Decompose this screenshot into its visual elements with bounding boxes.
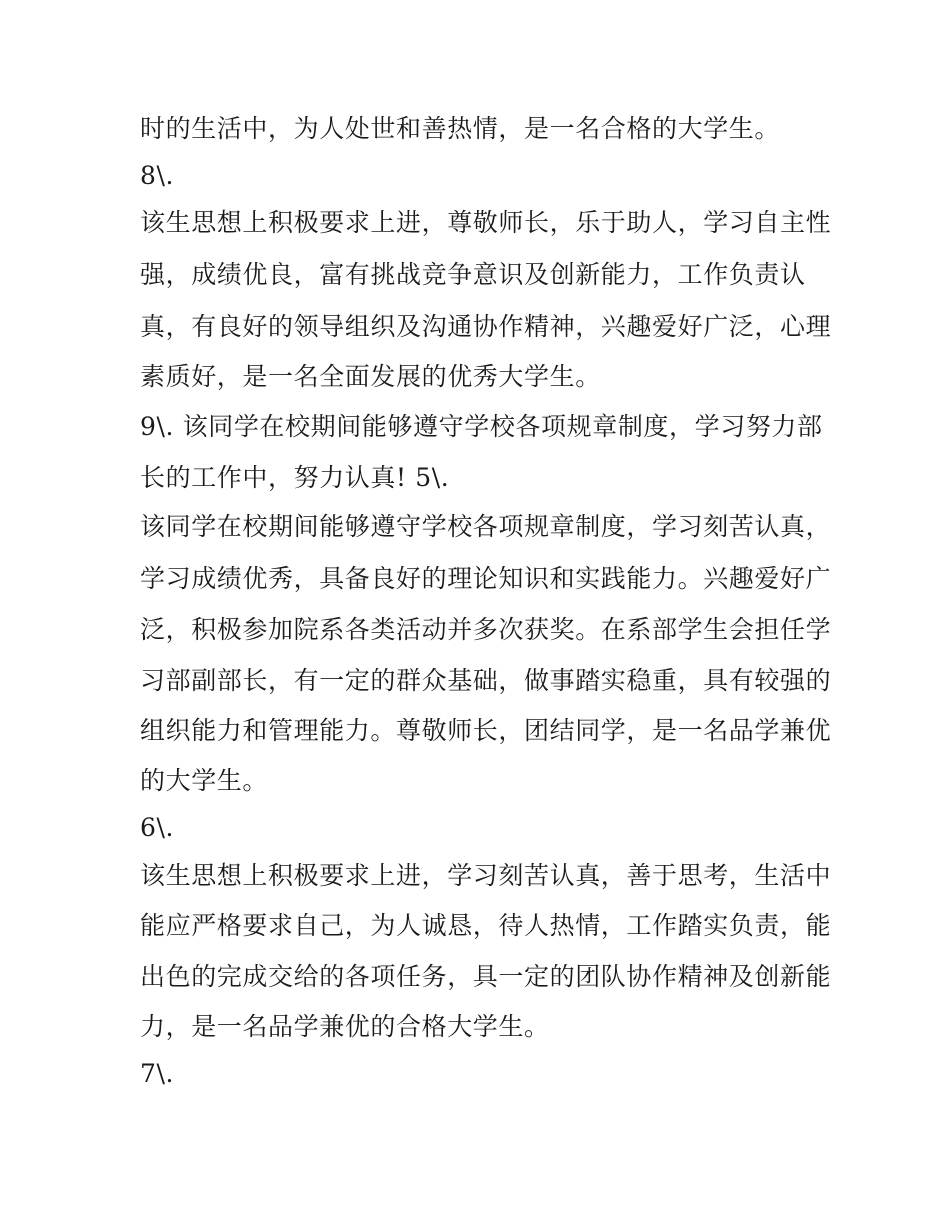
text-line: 力，是一名品学兼优的合格大学生。 bbox=[140, 1012, 550, 1041]
text-line: 能应严格要求自己，为人诚恳，待人热情，工作踏实负责，能 bbox=[140, 911, 832, 940]
text-line: 9\. 该同学在校期间能够遵守学校各项规章制度，学习努力部 bbox=[140, 412, 823, 441]
text-line: 8\. bbox=[140, 161, 175, 190]
text-line: 时的生活中，为人处世和善热情，是一名合格的大学生。 bbox=[140, 114, 781, 143]
text-line: 的大学生。 bbox=[140, 766, 269, 795]
text-line: 真，有良好的领导组织及沟通协作精神，兴趣爱好广泛，心理 bbox=[140, 312, 832, 341]
text-line: 组织能力和管理能力。尊敬师长，团结同学，是一名品学兼优 bbox=[140, 716, 832, 745]
text-line: 素质好，是一名全面发展的优秀大学生。 bbox=[140, 362, 601, 391]
text-line: 该同学在校期间能够遵守学校各项规章制度，学习刻苦认真， bbox=[140, 512, 832, 541]
text-line: 长的工作中，努力认真! 5\. bbox=[140, 463, 450, 492]
text-line: 学习成绩优秀，具备良好的理论知识和实践能力。兴趣爱好广 bbox=[140, 564, 832, 593]
text-line: 泛，积极参加院系各类活动并多次获奖。在系部学生会担任学 bbox=[140, 615, 832, 644]
text-line: 出色的完成交给的各项任务，具一定的团队协作精神及创新能 bbox=[140, 962, 832, 991]
text-line: 7\. bbox=[140, 1059, 175, 1088]
text-line: 该生思想上积极要求上进，学习刻苦认真，善于思考，生活中 bbox=[140, 861, 832, 890]
text-line: 强，成绩优良，富有挑战竞争意识及创新能力，工作负责认 bbox=[140, 260, 806, 289]
text-line: 习部副部长，有一定的群众基础，做事踏实稳重，具有较强的 bbox=[140, 666, 832, 695]
text-line: 6\. bbox=[140, 813, 175, 842]
text-line: 该生思想上积极要求上进，尊敬师长，乐于助人，学习自主性 bbox=[140, 208, 832, 237]
